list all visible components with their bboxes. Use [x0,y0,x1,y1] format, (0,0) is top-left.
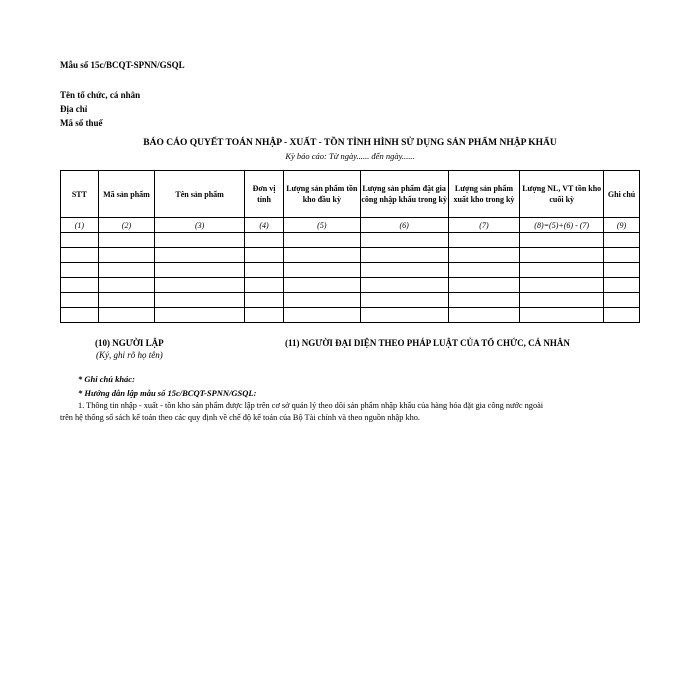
table-row [61,308,640,323]
table-row [61,263,640,278]
table-header-row [61,171,640,218]
header-notes: Ghi chú [604,171,640,218]
preparer-label: (10) NGƯỜI LẬP [95,338,164,348]
other-notes-label: * Ghi chú khác: [78,374,135,384]
header-stt: STT [61,171,99,218]
report-title: BÁO CÁO QUYẾT TOÁN NHẬP - XUẤT - TỒN TÌNH HÌNH SỬ DỤNG SẢN PHẨM NHẬP KHẨU [143,138,557,148]
guide-label: * Hướng dẫn lập mẫu số 15c/BCQT-SPNN/GSQL: [78,388,257,398]
col-number: (7) [448,218,520,233]
org-name-label: Tên tổ chức, cá nhân [60,90,141,100]
table-row [61,233,640,248]
header-exported: Lượng sản phẩm xuất kho trong kỳ [448,171,520,218]
header-opening-stock: Lượng sản phẩm tồn kho đầu kỳ [283,171,360,218]
org-address-label: Địa chỉ [60,104,88,114]
guide-item-1-line-2: trên hệ thống sổ sách kế toán theo các quy định về chế độ kế toán của Bộ Tài chính và theo nguồn nhập kho. [60,413,420,422]
header-closing-stock: Lượng NL, VT tồn kho cuối kỳ [520,171,604,218]
preparer-sign-note: (Ký, ghi rõ họ tên) [96,350,163,360]
form-code: Mẫu số 15c/BCQT-SPNN/GSQL [60,60,185,70]
header-product-code: Mã sản phẩm [98,171,154,218]
table-row [61,293,640,308]
col-number: (9) [604,218,640,233]
col-number: (8)=(5)+(6) - (7) [520,218,604,233]
col-number: (4) [245,218,284,233]
representative-label: (11) NGƯỜI ĐẠI DIỆN THEO PHÁP LUẬT CỦA TỔ CHỨC, CÁ NHÂN [285,338,570,348]
col-number: (1) [61,218,99,233]
header-unit: Đơn vị tính [245,171,284,218]
report-table [60,170,640,323]
col-number: (6) [360,218,448,233]
header-imported: Lượng sản phẩm đặt gia công nhập khẩu trong kỳ [360,171,448,218]
col-number: (3) [155,218,245,233]
report-period: Kỳ báo cáo: Từ ngày...... đến ngày...... [285,151,415,161]
guide-item-1-line-1: 1. Thông tin nhập - xuất - tồn kho sản phẩm được lập trên cơ sở quản lý theo dõi sản phẩm nhập khẩu của hàng hóa đặt gia công nước ngoài [78,401,544,410]
table-row [61,278,640,293]
column-number-row [61,218,640,233]
table-row [61,248,640,263]
org-tax-label: Mã số thuế [60,118,103,128]
col-number: (2) [98,218,154,233]
col-number: (5) [283,218,360,233]
header-product-name: Tên sản phẩm [155,171,245,218]
